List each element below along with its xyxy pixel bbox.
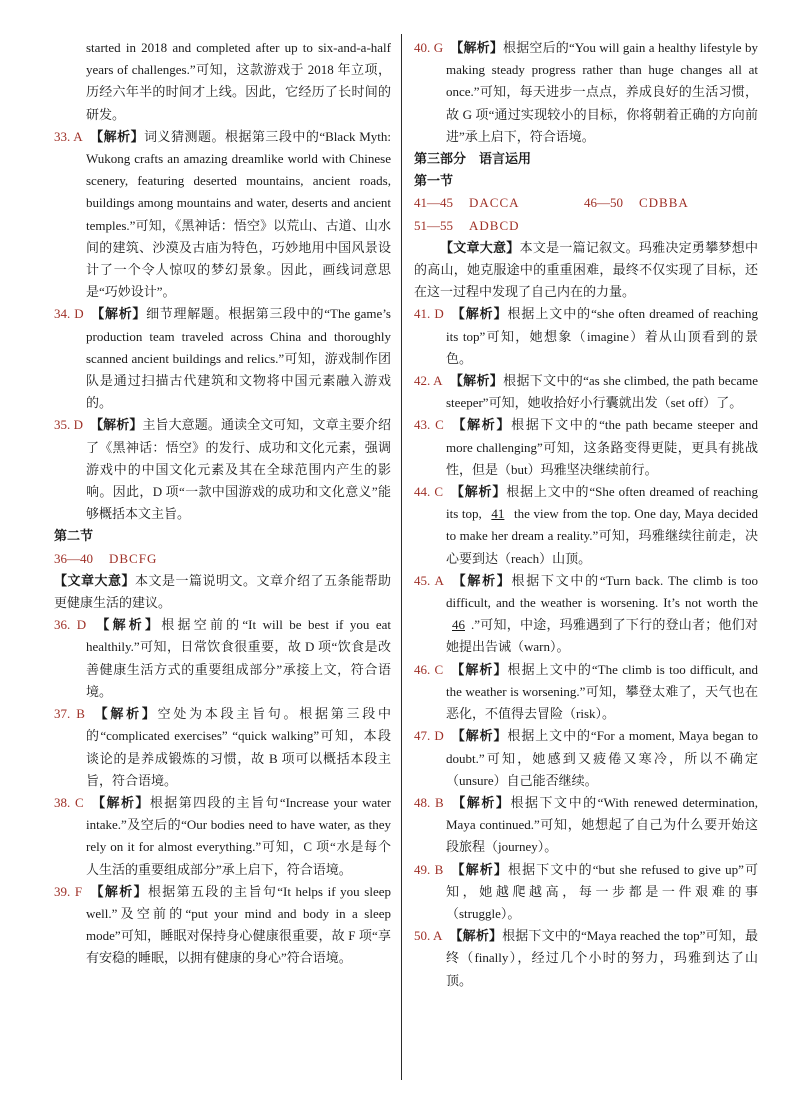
answer-pair — [54, 548, 224, 570]
column-divider — [401, 34, 402, 1080]
answer-letters: DACCA — [469, 195, 520, 211]
answer-range: 51—55 — [414, 217, 453, 233]
section-heading: 第一节 — [414, 173, 454, 189]
explanation-item — [54, 703, 391, 792]
question-answer-label: 49. B — [414, 861, 444, 877]
explanation-item — [54, 414, 391, 525]
explanation-text: 根据下文中的“Maya reached the top”可知，最终（finally），经过几个小时的努力，玛雅到达了山顶。 — [446, 928, 758, 988]
question-answer-label: 41. D — [414, 306, 444, 322]
explanation-text: 根据上文中的“The climb is too difficult, and the weather is worsening.”可知，攀登太难了，天气也在恶化，不值得去冒险（risk）。 — [446, 661, 758, 722]
explanation-item — [414, 37, 758, 148]
analysis-marker: 【解析】 — [449, 373, 504, 389]
analysis-marker: 【解析】 — [93, 617, 162, 633]
analysis-marker: 【解析】 — [450, 728, 508, 744]
analysis-marker: 【解析】 — [450, 484, 507, 500]
question-answer-label: 38. C — [54, 794, 84, 810]
explanation-item — [414, 570, 758, 659]
explanation-item — [54, 126, 391, 304]
explanation-item — [414, 303, 758, 370]
explanation-item — [414, 859, 758, 926]
explanation-item — [54, 614, 391, 703]
answer-range: 36—40 — [54, 550, 93, 566]
question-answer-label: 50. A — [414, 928, 443, 944]
answer-pair — [414, 192, 584, 214]
analysis-marker: 【解析】 — [90, 794, 150, 810]
blank-number: 41 — [491, 506, 505, 522]
analysis-marker: 【解析】 — [91, 706, 158, 722]
explanation-text: 根据上文中的“For a moment, Maya began to doubt.”可知，她感到又疲倦又寒冷，所以不确定（unsure）自己能否继续。 — [446, 728, 758, 788]
question-answer-label: 35. D — [54, 417, 83, 433]
answer-key-line — [414, 192, 758, 214]
explanation-text: 根据第五段的主旨句“It helps if you sleep well.”及空前的“put your mind and body in a sleep mode”可知，睡眠对保持身心健康很重要，故 F 项“享有安稳的睡眠，以拥有健康的身心”符合语境。 — [86, 883, 391, 966]
question-answer-label: 42. A — [414, 373, 443, 389]
answer-letters: DBCFG — [109, 550, 158, 566]
question-answer-label: 46. C — [414, 661, 444, 677]
analysis-marker: 【解析】 — [449, 928, 503, 944]
explanation-text: 根据空后的“You will gain a healthy lifestyle by making steady progress rather than huge changes all at once.”可知，每天进步一点点，养成良好的生活习惯，故 G 项“通过实现较小的目标，你将朝着正确的方向前进”承上启下，符合语境。 — [446, 40, 758, 144]
question-answer-label: 43. C — [414, 417, 444, 433]
explanation-item — [414, 481, 758, 570]
question-answer-label: 33. A — [54, 128, 83, 144]
answer-pair — [414, 215, 584, 237]
explanation-item — [54, 303, 391, 414]
explanation-item — [54, 792, 391, 881]
explanation-text: 词义猜测题。根据第三段中的“Black Myth: Wukong crafts an amazing dreamlike world with Chinese scenery, featuring deserted mountains, ancient roads, buildings among mountains and water, deserts and ancient temples.”可知，《黑神话：悟空》以荒山、古道、山水间的建筑、沙漠及古庙为特色，巧妙地用中国风景设计了一个令人惊叹的梦幻景象。因此，画线词意思是“巧妙设计”。 — [86, 128, 391, 300]
explanation-text: 根据上文中的“She often dreamed of reaching its top, 41 the view from the top. One day, Maya decided to make her dream a reality.”可知，玛雅继续往前走，决心要到达（reach）山顶。 — [446, 484, 758, 566]
analysis-marker: 【解析】 — [450, 861, 508, 877]
explanation-text: 本文是一篇记叙文。玛雅决定勇攀梦想中的高山，她克服途中的重重困难，最终不仅实现了目标，还在这一过程中发现了自己内在的力量。 — [414, 239, 758, 300]
explanation-text: 根据下文中的“Turn back. The climb is too difficult, and the weather is worsening. It’s not worth the 46 .”可知，中途，玛雅遇到了下行的登山者；他们对她提出告诫（warn）。 — [446, 572, 758, 655]
blank-number: 46 — [452, 617, 465, 633]
question-answer-label: 34. D — [54, 306, 84, 322]
analysis-marker: 【解析】 — [89, 883, 148, 899]
analysis-marker: 【解析】 — [89, 128, 145, 144]
question-answer-label: 48. B — [414, 794, 444, 810]
question-answer-label: 36. D — [54, 617, 87, 633]
analysis-marker: 【解析】 — [90, 306, 147, 322]
section-heading: 第二节 — [54, 528, 94, 544]
analysis-marker: 【文章大意】 — [54, 572, 135, 588]
answer-pair — [584, 192, 754, 214]
question-answer-label: 45. A — [414, 572, 444, 588]
analysis-marker: 【解析】 — [450, 306, 508, 322]
analysis-marker: 【解析】 — [450, 572, 512, 588]
analysis-marker: 【解析】 — [450, 40, 504, 55]
question-answer-label: 47. D — [414, 728, 444, 744]
analysis-marker: 【解析】 — [450, 794, 511, 810]
question-answer-label: 37. B — [54, 706, 85, 722]
answer-range: 41—45 — [414, 195, 453, 211]
analysis-marker: 【解析】 — [89, 417, 143, 433]
explanation-text: 主旨大意题。通读全文可知，文章主要介绍了《黑神话：悟空》的发行、成功和文化元素，强调游戏中的中国文化元素及其在全球范围内产生的影响。因此，D 项“一款中国游戏的成功和文化意义”能够概括本文主旨。 — [86, 417, 391, 522]
explanation-text: 本文是一篇说明文。文章介绍了五条能帮助更健康生活的建议。 — [54, 572, 391, 611]
explanation-text: started in 2018 and completed after up to six-and-a-half years of challenges.”可知，这款游戏于 2018 年立项，历经六年半的时间才上线。因此，它经历了长时间的研发。 — [86, 40, 391, 122]
explanation-text: 细节理解题。根据第三段中的“The game’s production team traveled across China and thoroughly scanned ancient buildings and relics.”可知，游戏制作团队是通过扫描古代建筑和文物将中国元素融入游戏的。 — [86, 306, 391, 411]
question-answer-label: 40. G — [414, 40, 444, 55]
answer-key-line — [414, 215, 758, 237]
answer-letters: ADBCD — [469, 217, 520, 233]
answer-range: 46—50 — [584, 195, 623, 211]
answer-key-line — [54, 548, 391, 570]
section-heading: 第三部分 语言运用 — [414, 151, 532, 167]
continuation-paragraph — [54, 37, 391, 126]
explanation-item — [414, 925, 758, 992]
question-answer-label: 44. C — [414, 484, 444, 500]
explanation-item — [414, 725, 758, 792]
analysis-marker: 【解析】 — [450, 417, 512, 433]
passage-summary — [54, 570, 391, 614]
right-column — [414, 37, 758, 992]
explanation-text: 根据第四段的主旨句“Increase your water intake.”及空后的“Our bodies need to have water, as they rely on it for almost everything.”可知，C 项“水是每个人生活的重要组成部分”承上启下，符合语境。 — [86, 794, 391, 877]
explanation-item — [414, 792, 758, 859]
explanation-item — [414, 370, 758, 414]
explanation-item — [414, 414, 758, 481]
explanation-text: 根据空前的“It will be best if you eat healthily.”可知，日常饮食很重要，故 D 项“饮食是改善健康生活方式的重要组成部分”承接上文，符合语境。 — [86, 617, 391, 699]
explanation-item — [414, 659, 758, 726]
question-answer-label: 39. F — [54, 883, 83, 899]
answer-letters: CDBBA — [639, 195, 689, 211]
passage-summary — [414, 237, 758, 304]
explanation-text: 根据下文中的“as she climbed, the path became steeper”可知，她收拾好小行囊就出发（set off）了。 — [446, 373, 758, 411]
explanation-text: 根据下文中的“but she refused to give up”可知，她越爬越高，每一步都是一件艰难的事（struggle）。 — [446, 861, 759, 921]
analysis-marker: 【解析】 — [450, 661, 508, 677]
left-column — [54, 37, 391, 992]
explanation-text: 空处为本段主旨句。根据第三段中的“complicated exercises” “quick walking”可知，本段谈论的是养成锻炼的习惯，故 B 项可以概括本段主旨，符合语境。 — [86, 706, 391, 788]
explanation-text: 根据下文中的“the path became steeper and more challenging”可知，这条路变得更陡，更具有挑战性，但是（but）玛雅坚决继续前行。 — [446, 417, 758, 477]
explanation-text: 根据上文中的“she often dreamed of reaching its top”可知，她想象（imagine）着从山顶看到的景色。 — [446, 306, 758, 366]
explanation-text: 根据下文中的“With renewed determination, Maya continued.”可知，她想起了自己为什么要开始这段旅程（journey）。 — [446, 794, 758, 855]
analysis-marker: 【文章大意】 — [440, 239, 520, 255]
explanation-item — [54, 881, 391, 970]
